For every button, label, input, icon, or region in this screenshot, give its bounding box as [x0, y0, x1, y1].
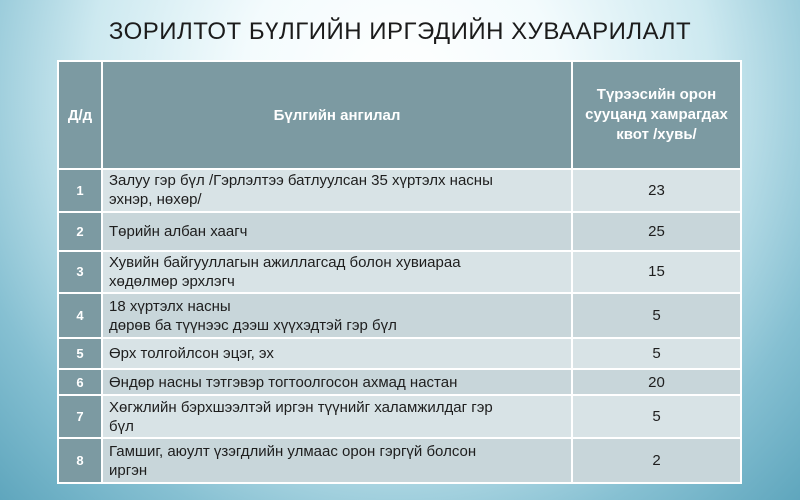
quota-table-container [57, 60, 740, 484]
quota-table [57, 60, 742, 484]
table-row [58, 169, 741, 212]
row-number: 5 [58, 338, 102, 369]
table-row [58, 338, 741, 369]
row-category: Төрийн албан хаагч [102, 212, 572, 251]
row-category: Өрх толгойлсон эцэг, эх [102, 338, 572, 369]
row-category: Хувийн байгууллагын ажиллагсад болон хувиараа хөдөлмөр эрхлэгч [102, 251, 572, 294]
table-row [58, 212, 741, 251]
header-number: Д/д [58, 61, 102, 169]
row-quota: 5 [572, 395, 741, 438]
slide-title: ЗОРИЛТОТ БҮЛГИЙН ИРГЭДИЙН ХУВААРИЛАЛТ [108, 18, 692, 45]
row-quota: 2 [572, 438, 741, 483]
row-quota: 5 [572, 293, 741, 338]
header-quota: Түрээсийн орон сууцанд хамрагдах квот /хувь/ [572, 61, 741, 169]
table-row [58, 395, 741, 438]
table-row [58, 293, 741, 338]
row-number: 6 [58, 369, 102, 396]
row-number: 8 [58, 438, 102, 483]
row-number: 3 [58, 251, 102, 294]
row-quota: 25 [572, 212, 741, 251]
row-number: 7 [58, 395, 102, 438]
row-quota: 20 [572, 369, 741, 396]
table-header-row [58, 61, 741, 169]
row-category: Өндөр насны тэтгэвэр тогтоолгосон ахмад настан [102, 369, 572, 396]
row-quota: 15 [572, 251, 741, 294]
header-category: Бүлгийн ангилал [102, 61, 572, 169]
row-number: 1 [58, 169, 102, 212]
row-category: Залуу гэр бүл /Гэрлэлтээ батлуулсан 35 хүртэлх насны эхнэр, нөхөр/ [102, 169, 572, 212]
row-category: 18 хүртэлх насны дөрөв ба түүнээс дээш хүүхэдтэй гэр бүл [102, 293, 572, 338]
row-category: Хөгжлийн бэрхшээлтэй иргэн түүнийг халамжилдаг гэр бүл [102, 395, 572, 438]
row-quota: 5 [572, 338, 741, 369]
row-number: 4 [58, 293, 102, 338]
row-number: 2 [58, 212, 102, 251]
row-quota: 23 [572, 169, 741, 212]
table-row [58, 369, 741, 396]
row-category: Гамшиг, аюулт үзэгдлийн улмаас орон гэргүй болсон иргэн [102, 438, 572, 483]
table-row [58, 251, 741, 294]
table-row [58, 438, 741, 483]
